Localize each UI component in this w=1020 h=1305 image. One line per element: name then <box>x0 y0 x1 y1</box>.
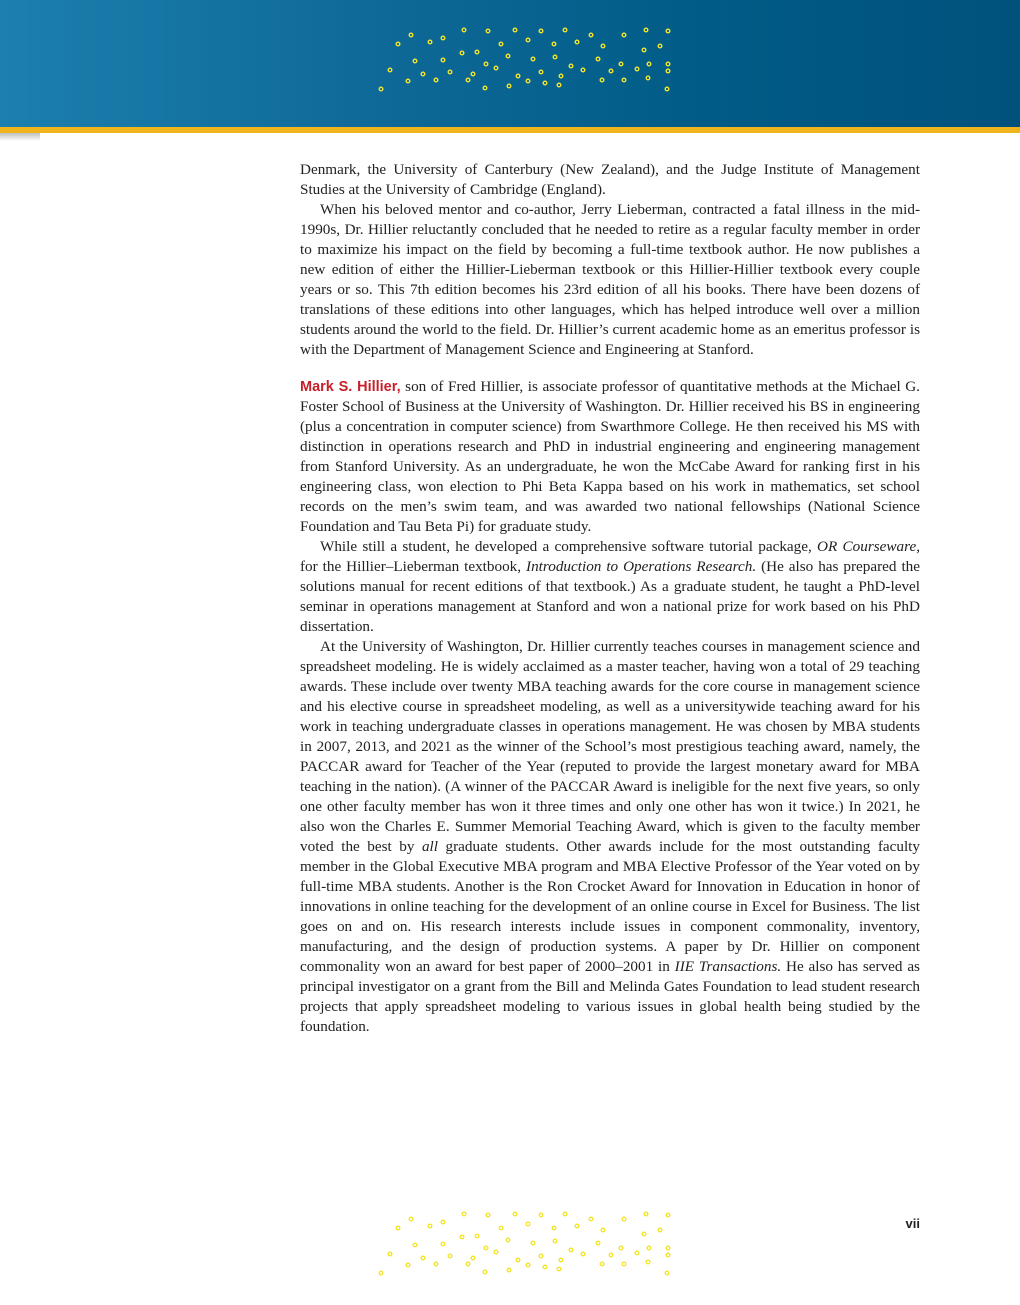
decorative-dot <box>646 1260 650 1264</box>
decorative-dot <box>557 83 561 87</box>
decorative-dot <box>483 86 487 90</box>
header-accent-stripe <box>0 127 1020 133</box>
paragraph-4-text-a: While still a student, he developed a comprehensive software tutorial package, <box>320 538 818 555</box>
decorative-dot <box>516 74 520 78</box>
decorative-dot <box>666 1213 670 1217</box>
decorative-dot <box>601 44 605 48</box>
decorative-dot <box>619 62 623 66</box>
decorative-dot <box>563 28 567 32</box>
page-number: vii <box>905 1216 920 1231</box>
decorative-dot <box>539 1213 543 1217</box>
decorative-dot <box>460 51 464 55</box>
decorative-dot <box>596 57 600 61</box>
paragraph-3 <box>300 377 920 537</box>
decorative-dot <box>441 1220 445 1224</box>
decorative-dot <box>434 1262 438 1266</box>
decorative-dot <box>466 1262 470 1266</box>
decorative-dot <box>539 1254 543 1258</box>
decorative-dot <box>635 1251 639 1255</box>
decorative-dot <box>409 1217 413 1221</box>
decorative-dot <box>665 87 669 91</box>
paragraph-5-title-iie: IIE Transactions. <box>674 958 782 975</box>
decorative-dot <box>499 1226 503 1230</box>
decorative-dot <box>575 40 579 44</box>
body-text <box>300 160 920 1037</box>
decorative-dot <box>543 81 547 85</box>
paragraph-4-text-e: (He also has prepared the solutions manual for recent editions of that textbook.) As a graduate student, he taught a PhD-level seminar in operations management at Stanford and won a national prize for work based on his PhD dissertation. <box>300 558 921 635</box>
decorative-dot <box>471 72 475 76</box>
decorative-dot <box>658 1228 662 1232</box>
decorative-dot <box>507 84 511 88</box>
decorative-dot <box>622 33 626 37</box>
decorative-dot <box>553 1239 557 1243</box>
decorative-dot <box>448 70 452 74</box>
decorative-dot <box>406 1263 410 1267</box>
decorative-dot <box>448 1254 452 1258</box>
decorative-dot <box>622 1262 626 1266</box>
decorative-dot <box>441 36 445 40</box>
decorative-dot <box>421 1256 425 1260</box>
decorative-dot <box>557 1267 561 1271</box>
decorative-dot <box>428 1224 432 1228</box>
decorative-dot <box>428 40 432 44</box>
decorative-dot <box>609 1253 613 1257</box>
decorative-dot <box>475 50 479 54</box>
decorative-dot <box>526 79 530 83</box>
decorative-dot <box>462 28 466 32</box>
decorative-dot <box>553 55 557 59</box>
decorative-dot <box>441 58 445 62</box>
decorative-dot <box>379 1271 383 1275</box>
decorative-dot <box>552 1226 556 1230</box>
paragraph-5 <box>300 637 920 1037</box>
paragraph-5-text-e: He also has served as principal investigator on a grant from the Bill and Melinda Gates Foundation to lead student research projects that apply spreadsheet modeling to various issues in global health being studied by the foundation. <box>300 958 920 1035</box>
decorative-dot <box>600 1262 604 1266</box>
decorative-dot <box>409 33 413 37</box>
decorative-dot <box>379 87 383 91</box>
decorative-dot <box>484 62 488 66</box>
decorative-dot <box>581 68 585 72</box>
decorative-dot <box>644 1212 648 1216</box>
decorative-dot <box>552 42 556 46</box>
decorative-dot <box>589 1217 593 1221</box>
decorative-dot <box>494 1250 498 1254</box>
paragraph-4-title-or-courseware: OR Courseware, <box>817 538 921 555</box>
decorative-dot <box>484 1246 488 1250</box>
decorative-dot <box>406 79 410 83</box>
header-band <box>0 0 1020 127</box>
decorative-dot <box>569 64 573 68</box>
decorative-dot <box>471 1256 475 1260</box>
paragraph-2: When his beloved mentor and co-author, Jerry Lieberman, contracted a fatal illness in the mid-1990s, Dr. Hillier reluctantly concluded that he needed to retire as a regular faculty member in order to maximize his impact on the field by becoming a full-time textbook author. He now publishes a new edition of either the Hillier-Lieberman textbook or this Hillier-Hillier textbook every couple years or so. This 7th edition becomes his 23rd edition of all his books. There have been dozens of translations of these editions into other languages, which has helped introduce well over a million students around the world to the field. Dr. Hillier’s current academic home as an emeritus professor is with the Department of Management Science and Engineering at Stanford. <box>300 201 920 358</box>
decorative-dot <box>434 78 438 82</box>
decorative-dot <box>460 1235 464 1239</box>
decorative-dot <box>526 38 530 42</box>
paragraph-5-text-a: At the University of Washington, Dr. Hillier currently teaches courses in management science and spreadsheet modeling. He is widely acclaimed as a master teacher, having won a total of 29 teaching awards. These include over twenty MBA teaching awards for the core course in management science and his elective course in spreadsheet modeling, as well as a universitywide teaching award for his work in teaching undergraduate classes in operations management. He was chosen by MBA students in 2007, 2013, and 2021 as the winner of the School’s most prestigious teaching award, namely, the PACCAR award for Teacher of the Year (reputed to provide the largest monetary award for MBA teaching in the nation). (A winner of the PACCAR Award is ineligible for the next five years, so only one other faculty member has won it three times and only one other has won it twice.) In 2021, he also won the Charles E. Summer Memorial Teaching Award, which is given to the faculty member voted the best by <box>300 638 920 855</box>
decorative-dot <box>575 1224 579 1228</box>
decorative-dot <box>581 1252 585 1256</box>
decorative-dot <box>647 1246 651 1250</box>
decorative-dot <box>531 1241 535 1245</box>
decorative-dot <box>601 1228 605 1232</box>
decorative-dot <box>589 33 593 37</box>
decorative-dot <box>665 1271 669 1275</box>
decorative-dot <box>396 42 400 46</box>
paragraph-4 <box>300 537 920 637</box>
decorative-dot <box>666 1253 670 1257</box>
decorative-dot <box>462 1212 466 1216</box>
decorative-dot <box>563 1212 567 1216</box>
decorative-dot <box>600 78 604 82</box>
decorative-dot <box>486 29 490 33</box>
decorative-dot <box>559 74 563 78</box>
decorative-dot <box>526 1263 530 1267</box>
decorative-dot <box>513 28 517 32</box>
decorative-dot <box>486 1213 490 1217</box>
decorative-dot <box>506 54 510 58</box>
decorative-dot <box>507 1268 511 1272</box>
decorative-dot <box>531 57 535 61</box>
decorative-dot <box>609 69 613 73</box>
paragraph-5-text-c: graduate students. Other awards include for the most outstanding faculty member in the Global Executive MBA program and MBA Elective Professor of the Year voted on by full-time MBA students. Another is the Ron Crocket Award for Innovation in Education in honor of innovations in online teaching for the development of an online course in Excel for Business. The list goes on and on. His research interests include issues in component commonality, inventory, manufacturing, and the design of production systems. A paper by Dr. Hillier on component commonality won an award for best paper of 2000–2001 in <box>300 838 920 975</box>
decorative-dot <box>539 29 543 33</box>
paragraph-5-emphasis-all: all <box>421 838 438 855</box>
decorative-dot <box>499 42 503 46</box>
decorative-dot <box>526 1222 530 1226</box>
decorative-dot <box>506 1238 510 1242</box>
decorative-dot <box>421 72 425 76</box>
decorative-dot <box>413 1243 417 1247</box>
decorative-dot <box>596 1241 600 1245</box>
decorative-dot <box>658 44 662 48</box>
decorative-dot <box>543 1265 547 1269</box>
decorative-dot <box>516 1258 520 1262</box>
decorative-dot <box>646 76 650 80</box>
decorative-dot <box>666 69 670 73</box>
decorative-dot <box>494 66 498 70</box>
decorative-dot <box>666 62 670 66</box>
decorative-dot <box>622 1217 626 1221</box>
decorative-dot <box>642 1232 646 1236</box>
paragraph-4-text-c: for the Hillier–Lieberman textbook, <box>300 558 527 575</box>
decorative-dot <box>666 1246 670 1250</box>
decorative-dot <box>388 1252 392 1256</box>
decorative-dot <box>413 59 417 63</box>
paragraph-1: Denmark, the University of Canterbury (New Zealand), and the Judge Institute of Management Studies at the University of Cambridge (England). <box>300 161 920 198</box>
decorative-dot <box>513 1212 517 1216</box>
decorative-dot <box>622 78 626 82</box>
decorative-dots-top <box>378 26 678 96</box>
decorative-dot <box>619 1246 623 1250</box>
decorative-dot <box>647 62 651 66</box>
decorative-dot <box>559 1258 563 1262</box>
paragraph-3-text: son of Fred Hillier, is associate professor of quantitative methods at the Michael G. Foster School of Business at the University of Washington. Dr. Hillier received his BS in engineering (plus a concentration in computer science) from Swarthmore College. He then received his MS with distinction in operations research and PhD in industrial engineering and engineering management from Stanford University. As an undergraduate, he won the McCabe Award for ranking first in his engineering class, won election to Phi Beta Kappa based on his work in mathematics, set school records on the men’s swim team, and was awarded two national fellowships (National Science Foundation and Tau Beta Pi) for graduate study. <box>300 378 920 535</box>
decorative-dot <box>569 1248 573 1252</box>
decorative-dot <box>666 29 670 33</box>
decorative-dot <box>539 70 543 74</box>
decorative-dot <box>635 67 639 71</box>
decorative-dot <box>642 48 646 52</box>
author-name-mark-hillier: Mark S. Hillier, <box>300 379 401 395</box>
decorative-dot <box>388 68 392 72</box>
decorative-dot <box>483 1270 487 1274</box>
decorative-dots-bottom <box>378 1210 678 1280</box>
decorative-dot <box>396 1226 400 1230</box>
decorative-dot <box>466 78 470 82</box>
decorative-dot <box>644 28 648 32</box>
header-shadow <box>0 133 40 141</box>
paragraph-4-title-intro-or: Introduction to Operations Research. <box>526 558 757 575</box>
decorative-dot <box>441 1242 445 1246</box>
decorative-dot <box>475 1234 479 1238</box>
